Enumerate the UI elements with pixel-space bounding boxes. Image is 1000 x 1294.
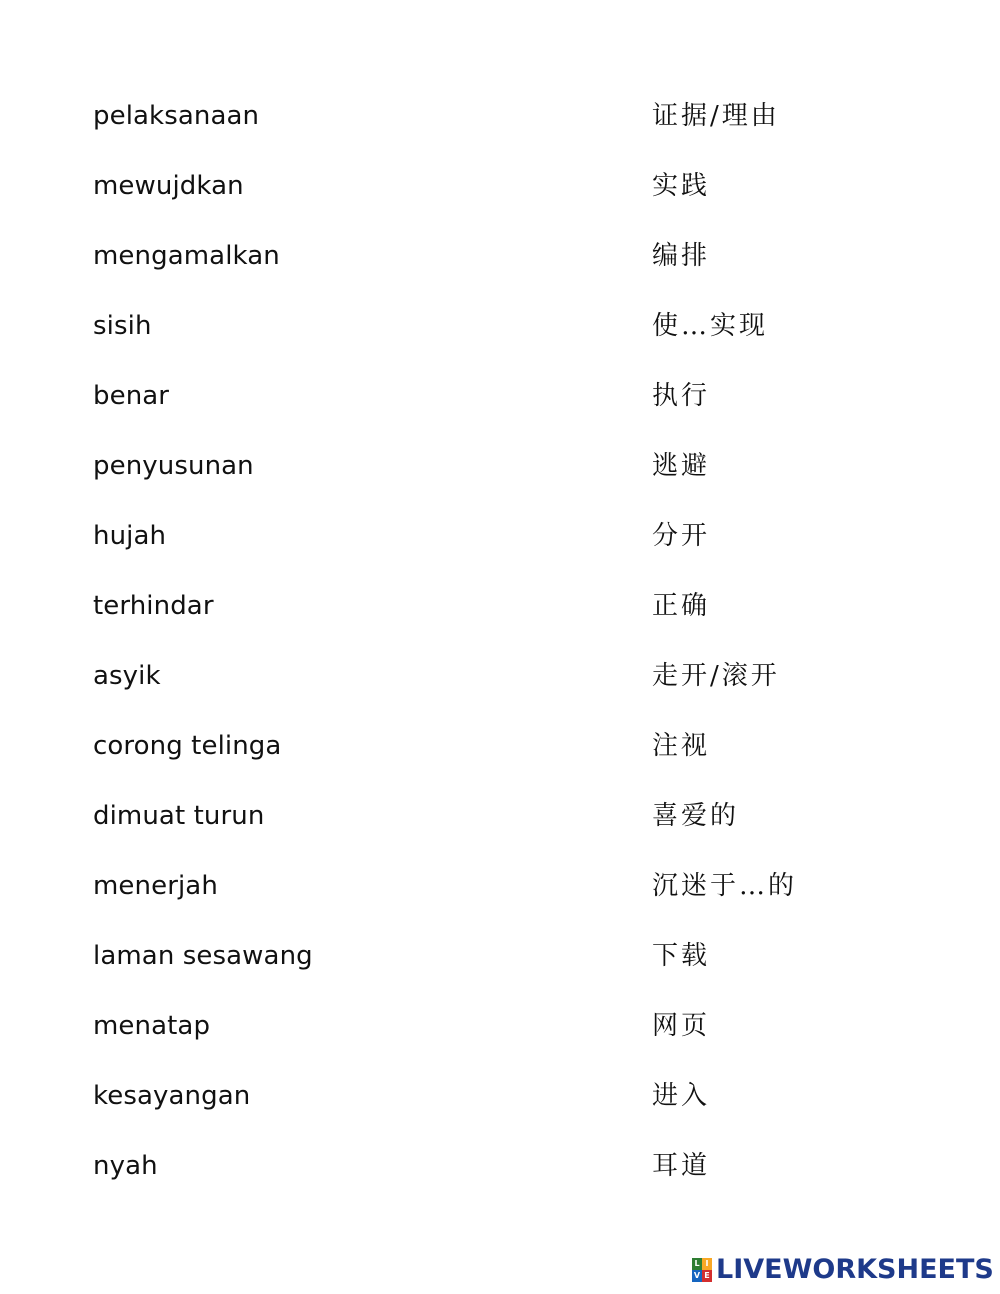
chinese-meaning[interactable]: 下载 (652, 941, 711, 971)
chinese-meaning[interactable]: 分开 (652, 521, 711, 551)
malay-word[interactable]: corong telinga (93, 731, 282, 761)
malay-word[interactable]: menatap (93, 1011, 211, 1041)
malay-word[interactable]: hujah (93, 521, 167, 551)
malay-word[interactable]: nyah (93, 1151, 158, 1181)
malay-word[interactable]: terhindar (93, 591, 214, 621)
chinese-meaning[interactable]: 走开/滚开 (652, 661, 780, 691)
malay-word[interactable]: sisih (93, 311, 152, 341)
malay-word-list (93, 94, 563, 1214)
chinese-meaning[interactable]: 正确 (652, 591, 711, 621)
malay-word[interactable]: dimuat turun (93, 801, 265, 831)
liveworksheets-brand (692, 1255, 994, 1285)
malay-word[interactable]: laman sesawang (93, 941, 313, 971)
chinese-meaning[interactable]: 进入 (652, 1081, 711, 1111)
liveworksheets-logo-icon: L I V E (692, 1258, 712, 1282)
chinese-meaning[interactable]: 使…实现 (652, 311, 769, 341)
brand-name: LIVEWORKSHEETS (716, 1254, 994, 1285)
malay-word[interactable]: mengamalkan (93, 241, 280, 271)
chinese-meaning[interactable]: 喜爱的 (652, 801, 740, 831)
malay-word[interactable]: menerjah (93, 871, 218, 901)
chinese-meaning[interactable]: 编排 (652, 241, 711, 271)
chinese-meaning[interactable]: 耳道 (652, 1151, 711, 1181)
chinese-meaning[interactable]: 网页 (652, 1011, 711, 1041)
chinese-meaning[interactable]: 注视 (652, 731, 711, 761)
chinese-meaning[interactable]: 执行 (652, 381, 711, 411)
chinese-meaning[interactable]: 沉迷于…的 (652, 871, 798, 901)
chinese-meaning[interactable]: 逃避 (652, 451, 711, 481)
malay-word[interactable]: penyusunan (93, 451, 254, 481)
malay-word[interactable]: pelaksanaan (93, 101, 260, 131)
malay-word[interactable]: mewujdkan (93, 171, 244, 201)
chinese-meaning[interactable]: 实践 (652, 171, 711, 201)
chinese-meaning[interactable]: 证据/理由 (652, 101, 780, 131)
malay-word[interactable]: asyik (93, 661, 161, 691)
chinese-meaning-list (652, 94, 952, 1214)
malay-word[interactable]: kesayangan (93, 1081, 251, 1111)
malay-word[interactable]: benar (93, 381, 170, 411)
